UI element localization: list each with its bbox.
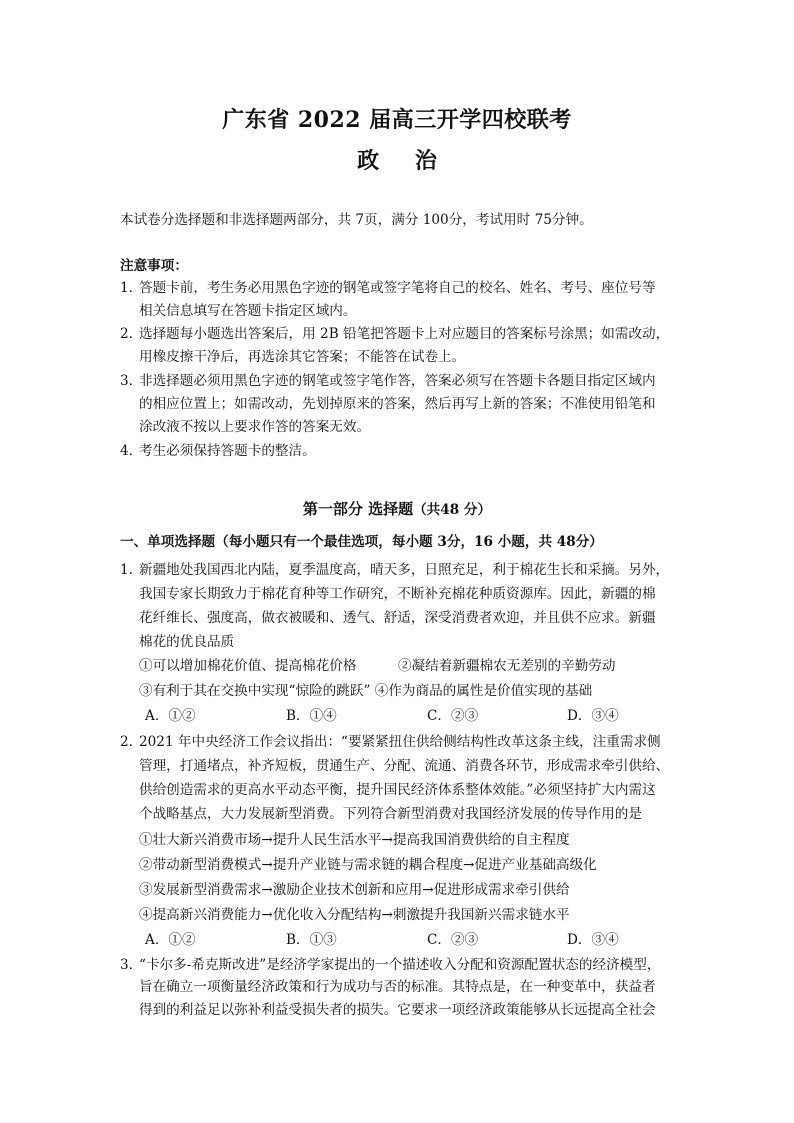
q2-line-4: 个战略基点，大力发展新型消费。下列符合新型消费对我国经济发展的传导作用的是	[139, 806, 642, 822]
q1-statement-3-4: ③有利于其在交换中实现“惊险的跳跃” ④作为商品的属性是价值实现的基础	[139, 683, 593, 699]
note-2-number: 2．	[120, 326, 143, 342]
notes-heading: 注意事项：	[120, 258, 188, 274]
note-3-line-3: 涂改液不按以上要求作答的答案无效。	[139, 419, 371, 435]
q2-option-c[interactable]: C．②③	[427, 932, 479, 948]
q3-line-2: 旨在确立一项衡量经济政策和行为成功与否的标准。其特点是，在一种变革中，获益者	[139, 979, 656, 995]
exam-title: 广东省 2022 届高三开学四校联考	[222, 107, 572, 133]
note-1-line-2: 相关信息填写在答题卡指定区域内。	[139, 303, 357, 319]
q2-statement-1: ①壮大新兴消费市场→提升人民生活水平→提高我国消费供给的自主程度	[139, 832, 570, 848]
q1-option-c[interactable]: C．②③	[427, 708, 479, 724]
note-3-line-2: 的相应位置上；如需改动，先划掉原来的答案，然后再写上新的答案；不准使用铅笔和	[139, 396, 656, 412]
q3-line-3: 得到的利益足以弥补利益受损失者的损失。它要求一项经济政策能够从长远提高全社会	[139, 1002, 656, 1018]
note-2-line-2: 用橡皮擦干净后，再选涂其它答案；不能答在试卷上。	[139, 349, 466, 365]
q1-option-d[interactable]: D．③④	[567, 708, 619, 724]
q2-line-2: 管理，打通堵点，补齐短板，贯通生产、分配、流通、消费各环节，形成需求牵引供给、	[139, 758, 670, 774]
q1-number: 1．	[120, 562, 143, 578]
note-3-line-1: 非选择题必须用黑色字迹的钢笔或签字笔作答，答案必须写在答题卡各题目指定区域内	[139, 373, 656, 389]
part-one-title	[0, 499, 794, 520]
q3-number: 3．	[120, 957, 143, 973]
q1-option-b[interactable]: B．①④	[286, 708, 337, 724]
q2-line-3: 供给创造需求的更高水平动态平衡，提升国民经济体系整体效能。”必须坚持扩大内需这	[139, 782, 656, 798]
q2-option-a[interactable]: A．①②	[145, 932, 196, 948]
note-2-line-1: 选择题每小题选出答案后，用 2B 铅笔把答题卡上对应题目的答案标号涂黑；如需改动，	[139, 326, 670, 342]
q2-option-b[interactable]: B．①③	[286, 932, 337, 948]
q1-line-1: 新疆地处我国西北内陆，夏季温度高，晴天多，日照充足，利于棉花生长和采摘。另外，	[139, 562, 670, 578]
q1-line-4: 棉花的优良品质	[139, 634, 235, 650]
note-4-line-1: 考生必须保持答题卡的整洁。	[139, 443, 316, 459]
q1-statement-2: ②凝结着新疆棉农无差别的辛勤劳动	[398, 658, 616, 674]
note-3-number: 3．	[120, 373, 143, 389]
note-4-number: 4．	[120, 443, 143, 459]
section-heading: 一、单项选择题（每小题只有一个最佳选项，每小题 3分，16 小题，共 48分）	[120, 534, 603, 550]
part-one-title-suffix: （共48 分）	[413, 502, 492, 518]
q2-statement-3: ③发展新型消费需求→激励企业技术创新和应用→促进形成需求牵引供给	[139, 882, 570, 898]
q1-statement-1: ①可以增加棉花价值、提高棉花价格	[139, 658, 357, 674]
exam-subject: 政 治	[357, 148, 451, 174]
q1-line-3: 花纤维长、强度高，做衣被暖和、透气、舒适，深受消费者欢迎，并且供不应求。新疆	[139, 610, 656, 626]
intro-text: 本试卷分选择题和非选择题两部分，共 7页，满分 100分，考试用时 75分钟。	[120, 212, 593, 228]
q1-line-2: 我国专家长期致力于棉花育种等工作研究，不断补充棉花种质资源库。因此，新疆的棉	[139, 586, 656, 602]
q2-statement-4: ④提高新兴消费能力→优化收入分配结构→刺激提升我国新兴需求链水平	[139, 907, 570, 923]
q2-statement-2: ②带动新型消费模式→提升产业链与需求链的耦合程度→促进产业基础高级化	[139, 857, 597, 873]
q2-line-1: 2021 年中央经济工作会议指出：“要紧紧扭住供给侧结构性改革这条主线，注重需求侧	[139, 734, 661, 750]
q1-option-a[interactable]: A．①②	[145, 708, 196, 724]
q2-number: 2．	[120, 734, 143, 750]
q2-option-d[interactable]: D．③④	[567, 932, 619, 948]
part-one-title-main: 第一部分 选择题	[302, 500, 414, 518]
note-1-number: 1．	[120, 280, 143, 296]
q3-line-1: “卡尔多-希克斯改进”是经济学家提出的一个描述收入分配和资源配置状态的经济模型，	[139, 957, 661, 973]
note-1-line-1: 答题卡前，考生务必用黑色字迹的钢笔或签字笔将自己的校名、姓名、考号、座位号等	[139, 280, 656, 296]
